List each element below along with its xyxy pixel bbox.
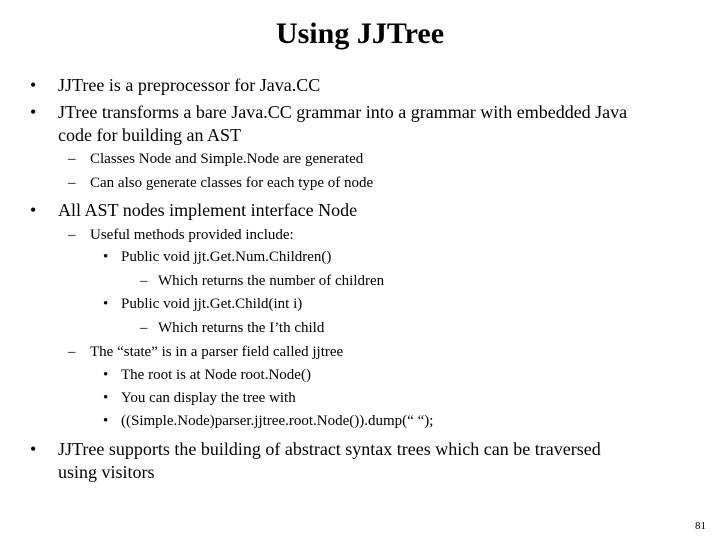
sub-sub-bullet-marker: • [103,296,109,312]
bullet-text-continuation: using visitors [58,462,155,482]
sub-sub-bullet-text: You can display the tree with [121,390,296,406]
bullet-text: All AST nodes implement interface Node [58,200,358,220]
sub-sub-bullet-text: Public void jjt.Get.Child(int i) [121,296,303,312]
sub-bullet-text: The “state” is in a parser field called jjtree [90,344,344,360]
sub-sub-bullet-text: The root is at Node root.Node() [121,367,311,383]
sub-bullet-marker: – [68,227,76,243]
bullet-text-continuation: code for building an AST [58,125,241,145]
sub-bullet-text: Classes Node and Simple.Node are generated [90,151,364,167]
sub-sub-bullet-marker: • [103,367,109,383]
level4-marker: – [140,273,148,289]
sub-sub-bullet-marker: • [103,249,109,265]
sub-bullet-marker: – [68,344,76,360]
sub-bullet-text: Can also generate classes for each type of node [90,175,374,191]
page-number: 81 [695,520,706,532]
sub-bullet-text: Useful methods provided include: [90,227,294,243]
sub-bullet-marker: – [68,151,76,167]
sub-sub-bullet-text: ((Simple.Node)parser.jjtree.root.Node()).dump(“ “); [121,413,434,429]
sub-sub-bullet-text: Public void jjt.Get.Num.Children() [121,249,332,265]
bullet-marker: • [30,200,37,220]
bullet-text: JJTree supports the building of abstract syntax trees which can be traversed [58,439,601,459]
level4-text: Which returns the number of children [158,273,385,289]
sub-bullet-marker: – [68,175,76,191]
bullet-marker: • [30,439,37,459]
bullet-text: JJTree is a preprocessor for Java.CC [58,75,321,95]
level4-text: Which returns the I’th child [158,320,325,336]
slide-title: Using JJTree [275,17,445,50]
sub-sub-bullet-marker: • [103,413,109,429]
bullet-text: JTree transforms a bare Java.CC grammar into a grammar with embedded Java [58,102,628,122]
bullet-marker: • [30,102,37,122]
level4-marker: – [140,320,148,336]
sub-sub-bullet-marker: • [103,390,109,406]
bullet-marker: • [30,75,37,95]
